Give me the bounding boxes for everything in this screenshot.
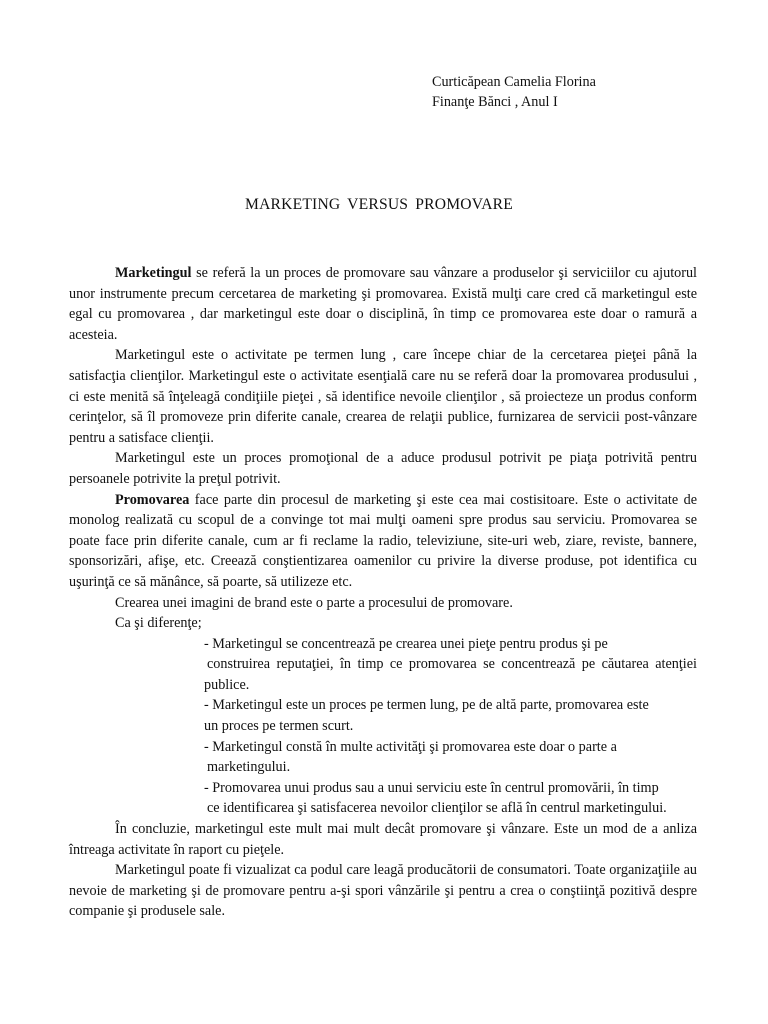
list-item-continuation: ce identificarea şi satisfacerea nevoilor clienţilor se află în centrul marketingului. [207, 800, 667, 817]
list-item-first-line: - Marketingul se concentrează pe crearea unei pieţe pentru produs şi pe [204, 635, 608, 652]
author-program: Finanţe Bănci , Anul I [432, 94, 558, 110]
paragraph-brand-image: Crearea unei imagini de brand este o parte a procesului de promovare. [115, 594, 513, 611]
paragraph-promovare-definition [69, 490, 697, 593]
paragraph-marketing-process: Marketingul este un proces promoţional de a aduce produsul potrivit pe piaţa potrivită pentru persoanele potrivite la preţul potrivit. [69, 450, 697, 487]
paragraph-conclusion: În concluzie, marketingul este mult mai mult decât promovare şi vânzare. Este un mod de a anliza întreaga activitate în raport cu pieţele. [69, 821, 697, 858]
list-item-first-line: - Marketingul este un proces pe termen lung, pe de altă parte, promovarea este [204, 697, 649, 714]
paragraph-marketing-long-term: Marketingul este o activitate pe termen lung , care începe chiar de la cercetarea pieţei până la satisfacţia clienţilor. Marketingul este o activitate esenţială care nu se referă doar la promovarea produsului , ci este menită să înţeleagă condiţiile pieţei , să identifice nevoile clienţilor , să proiecteze un produs conform cerinţelor, să îl promoveze prin diferite canale, crearea de relaţii publice, furnizarea de servicii post-vânzare pentru a satisface clienţii. [69, 347, 697, 446]
author-name: Curticăpean Camelia Florina [432, 74, 596, 90]
paragraph-bridge: Marketingul poate fi vizualizat ca podul care leagă producătorii de consumatori. Toate organizaţiile au nevoie de marketing şi de promovare pentru a-şi spori vânzările şi pentru a crea o conştiinţă pozitivă despre companie şi produsele sale. [69, 862, 697, 920]
paragraph-differences-intro: Ca şi diferenţe; [115, 615, 202, 632]
paragraph-marketing-definition [69, 263, 697, 345]
list-item-first-line: - Marketingul constă în multe activităţi şi promovarea este doar o parte a [204, 738, 617, 755]
list-item-continuation: un proces pe termen scurt. [204, 718, 354, 735]
list-item-continuation: construirea reputaţiei, în timp ce promovarea se concentrează pe căutarea atenţiei publice. [204, 656, 697, 693]
list-item [204, 737, 697, 778]
list-item-first-line: - Promovarea unui produs sau a unui serviciu este în centrul promovării, în timp [204, 779, 659, 796]
list-item [204, 695, 697, 736]
list-item-continuation: marketingului. [207, 759, 291, 776]
document-title: MARKETING VERSUS PROMOVARE [245, 196, 513, 213]
document-body [69, 263, 697, 922]
list-item [204, 634, 697, 696]
paragraph-text: face parte din procesul de marketing şi este cea mai costisitoare. Este o activitate de monolog realizată cu scopul de a convinge tot mai mulţi oameni spre produs sau serviciu. Promovarea se poate face prin diferite canale, cum ar fi reclame la radio, televiziune, site-uri web, ziare, reviste, bannere, sponsorizări, afişe, etc. Creează conştientizarea oamenilor cu privire la diverse produse, pot identifica cu uşurinţă ce să mănânce, să poarte, să utilizeze etc. [69, 491, 697, 590]
paragraph-text: se referă la un proces de promovare sau vânzare a produselor şi serviciilor cu ajutorul unor instrumente precum cercetarea de marketing şi promovarea. Există mulţi care cred că marketingul este egal cu promovarea , dar marketingul este doar o disciplină, în timp ce promovarea este doar o ramură a acesteia. [69, 265, 697, 343]
author-block [432, 72, 596, 112]
bold-term-marketingul: Marketingul [115, 265, 192, 281]
differences-list [204, 634, 697, 819]
bold-term-promovarea: Promovarea [115, 491, 190, 508]
list-item [204, 778, 697, 819]
